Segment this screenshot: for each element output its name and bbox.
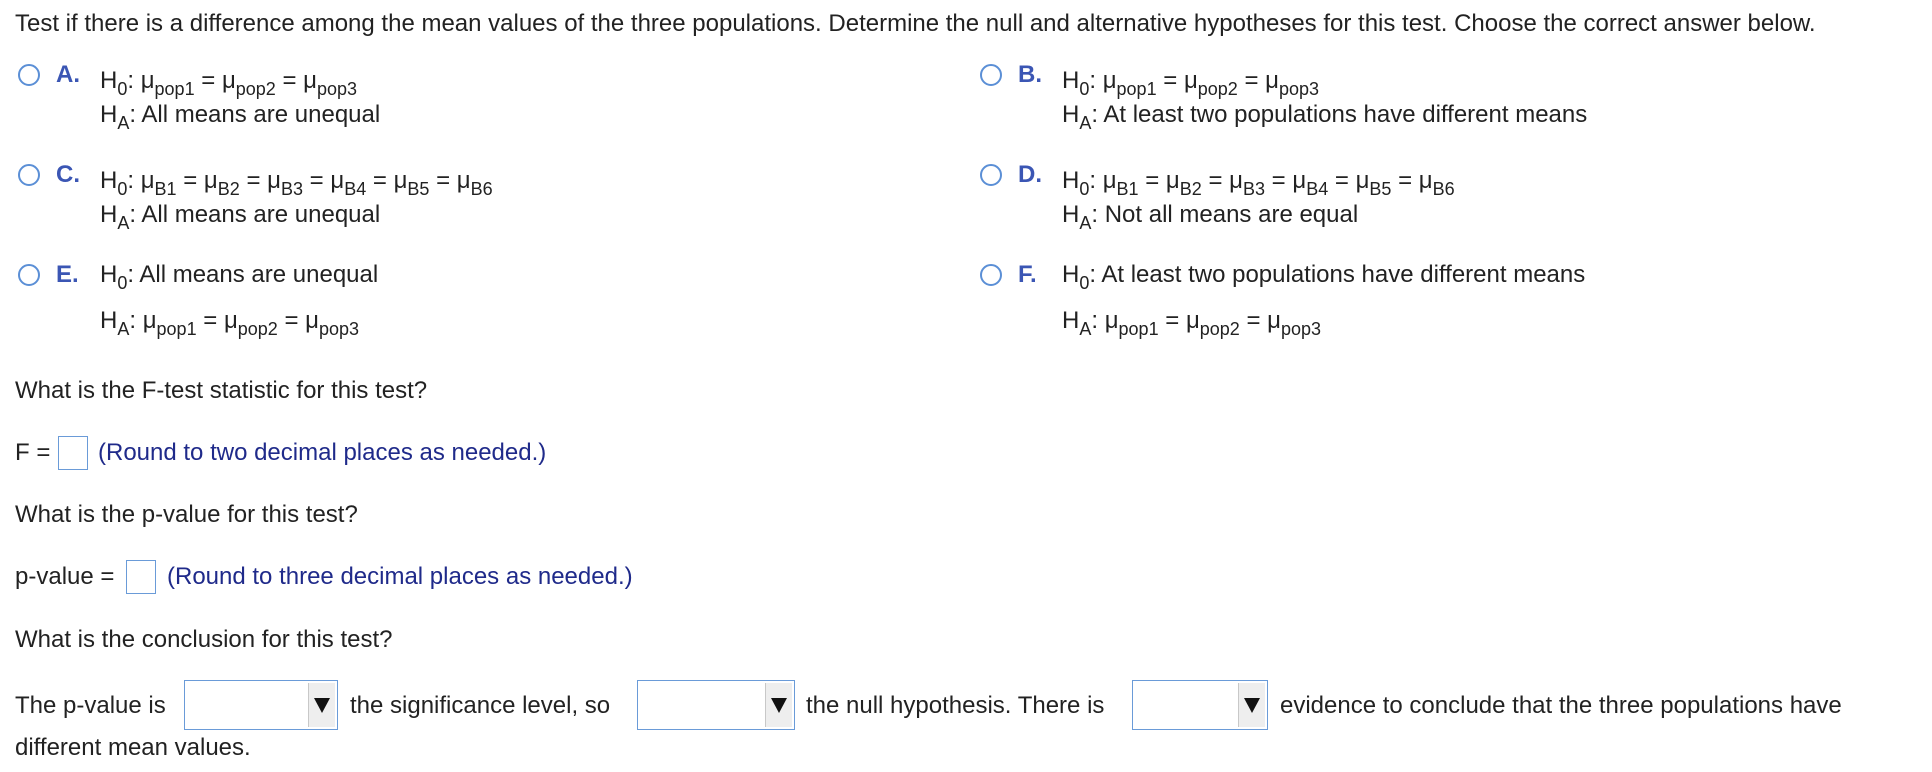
option-a-ha-line: $H_A$: All means are unequal	[100, 101, 381, 133]
f-round-hint: (Round to two decimal places as needed.)	[98, 439, 547, 466]
p-value-question: What is the p-value for this test?	[15, 501, 358, 528]
option-d-ha-line: $H_A$: Not all means are equal	[1062, 201, 1359, 233]
option-c-letter[interactable]: C.	[56, 161, 80, 188]
comparison-dropdown[interactable]	[184, 680, 338, 730]
evidence-dropdown[interactable]	[1132, 680, 1268, 730]
option-c-radio[interactable]	[18, 164, 40, 186]
conclusion-text-3: the null hypothesis. There is	[806, 692, 1105, 719]
option-b-ha-text: At least two populations have different means	[1103, 101, 1588, 128]
option-a-letter[interactable]: A.	[56, 61, 80, 88]
option-d-letter[interactable]: D.	[1018, 161, 1042, 188]
option-f-letter[interactable]: F.	[1018, 261, 1037, 288]
option-f-h0-line: $H_0$: At least two populations have different means	[1062, 261, 1586, 293]
option-e-ha-line: $H_A$: $\mu_{pop1} = \mu_{pop2} = \mu_{pop3}$	[100, 307, 360, 339]
conclusion-text-2: the significance level, so	[350, 692, 611, 719]
conclusion-text-1: The p-value is	[15, 692, 166, 719]
option-b-radio[interactable]	[980, 64, 1002, 86]
conclusion-text-5: different mean values.	[15, 734, 251, 761]
option-e-h0-text: All means are unequal	[139, 261, 379, 288]
option-c-ha-line: $H_A$: All means are unequal	[100, 201, 381, 233]
option-a-h0-line: $H_0$: $\mu_{pop1} = \mu_{pop2} = \mu_{pop3}$	[100, 67, 358, 99]
p-value-input[interactable]	[126, 560, 156, 594]
option-e-radio[interactable]	[18, 264, 40, 286]
p-round-hint: (Round to three decimal places as needed.)	[167, 563, 633, 590]
dropdown-arrow-icon[interactable]	[765, 683, 792, 727]
f-statistic-input[interactable]	[58, 436, 88, 470]
option-b-letter[interactable]: B.	[1018, 61, 1042, 88]
conclusion-text-4: evidence to conclude that the three populations have	[1280, 692, 1842, 719]
option-c-h0-line: $H_0$: $\mu_{B1} = \mu_{B2} = \mu_{B3} = \mu_{B4} = \mu_{B5} = \mu_{B6}$	[100, 167, 493, 199]
option-b-ha-line: $H_A$: At least two populations have different means	[1062, 101, 1588, 133]
option-d-ha-text: Not all means are equal	[1104, 201, 1359, 228]
option-d-h0-line: $H_0$: $\mu_{B1} = \mu_{B2} = \mu_{B3} = \mu_{B4} = \mu_{B5} = \mu_{B6}$	[1062, 167, 1455, 199]
option-d-radio[interactable]	[980, 164, 1002, 186]
option-c-ha-text: All means are unequal	[141, 201, 381, 228]
conclusion-question: What is the conclusion for this test?	[15, 626, 393, 653]
dropdown-arrow-icon[interactable]	[1238, 683, 1265, 727]
question-title: Test if there is a difference among the mean values of the three populations. Determine the null and alternative hypotheses for this test. Choose the correct answer below.	[15, 10, 1816, 37]
f-label: F =	[15, 439, 51, 466]
option-f-radio[interactable]	[980, 264, 1002, 286]
option-f-h0-text: At least two populations have different means	[1101, 261, 1586, 288]
option-a-ha-text: All means are unequal	[141, 101, 381, 128]
f-test-question: What is the F-test statistic for this test?	[15, 377, 428, 404]
decision-dropdown[interactable]	[637, 680, 795, 730]
option-a-radio[interactable]	[18, 64, 40, 86]
option-f-ha-line: $H_A$: $\mu_{pop1} = \mu_{pop2} = \mu_{pop3}$	[1062, 307, 1322, 339]
dropdown-arrow-icon[interactable]	[308, 683, 335, 727]
option-e-letter[interactable]: E.	[56, 261, 79, 288]
p-value-label: p-value =	[15, 563, 115, 590]
option-e-h0-line: $H_0$: All means are unequal	[100, 261, 379, 293]
option-b-h0-line: $H_0$: $\mu_{pop1} = \mu_{pop2} = \mu_{pop3}$	[1062, 67, 1320, 99]
